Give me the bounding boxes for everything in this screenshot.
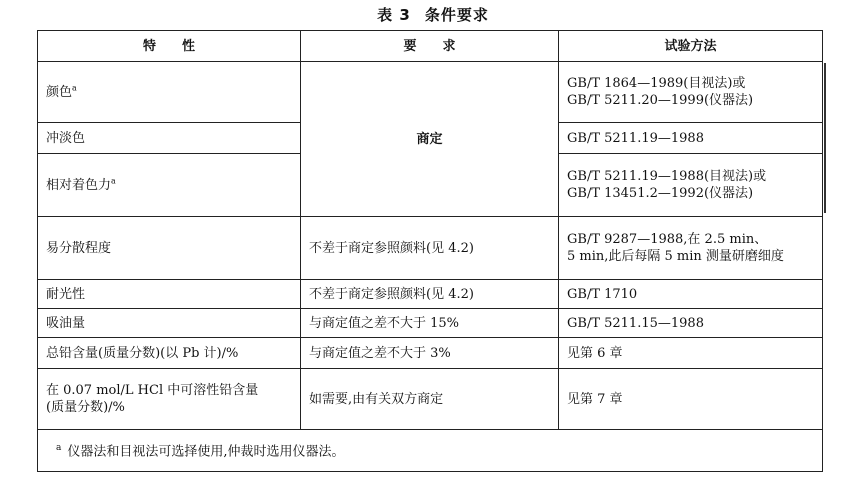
table-row [38, 62, 823, 123]
method-line: GB/T 5211.20—1999(仪器法) [567, 93, 754, 108]
method-cell [559, 154, 823, 217]
characteristic-text: 颜色 [46, 84, 73, 100]
requirement-cell: 如需要,由有关双方商定 [301, 369, 559, 430]
method-cell [559, 62, 823, 123]
header-row [38, 31, 823, 62]
characteristic-cell: 耐光性 [38, 280, 301, 309]
method-line: GB/T 5211.15—1988 [567, 315, 704, 331]
method-line: 见第 7 章 [567, 391, 623, 407]
method-line: GB/T 5211.19—1988 [567, 130, 704, 146]
method-cell [559, 338, 823, 369]
method-cell [559, 309, 823, 338]
characteristic-cell: 冲淡色 [38, 123, 301, 154]
footnote-ref: a [111, 176, 116, 186]
header-characteristic: 特 性 [38, 31, 301, 62]
characteristic-cell: 总铅含量(质量分数)(以 Pb 计)/% [38, 338, 301, 369]
characteristic-line: 在 0.07 mol/L HCl 中可溶性铅含量 [46, 383, 259, 398]
table-row [38, 217, 823, 280]
footnote-cell [38, 430, 823, 472]
footnote-mark: a [56, 443, 62, 454]
characteristic-cell: 易分散程度 [38, 217, 301, 280]
method-line: GB/T 9287—1988,在 2.5 min、 [567, 232, 768, 247]
characteristic-cell: 吸油量 [38, 309, 301, 338]
method-cell [559, 280, 823, 309]
method-cell [559, 123, 823, 154]
method-line: 见第 6 章 [567, 345, 623, 361]
characteristic-text: 相对着色力 [46, 177, 112, 193]
merged-requirement-cell: 商定 [301, 62, 559, 217]
method-line: GB/T 13451.2—1992(仪器法) [567, 186, 754, 201]
table-row [38, 338, 823, 369]
method-cell [559, 217, 823, 280]
condition-requirements-table [37, 30, 823, 472]
requirement-cell: 不差于商定参照颜料(见 4.2) [301, 280, 559, 309]
header-method: 试验方法 [559, 31, 823, 62]
characteristic-cell [38, 369, 301, 430]
requirement-cell: 与商定值之差不大于 15% [301, 309, 559, 338]
method-line: GB/T 5211.19—1988(目视法)或 [567, 169, 767, 184]
method-cell [559, 369, 823, 430]
footnote-row [38, 430, 823, 472]
characteristic-cell [38, 154, 301, 217]
requirement-cell: 不差于商定参照颜料(见 4.2) [301, 217, 559, 280]
requirement-cell: 与商定值之差不大于 3% [301, 338, 559, 369]
table-row [38, 309, 823, 338]
method-line: GB/T 1710 [567, 286, 638, 302]
scan-edge-line [824, 63, 826, 213]
table-caption-number: 表 3 [377, 6, 411, 24]
characteristic-line: (质量分数)/% [46, 400, 125, 415]
table-caption [0, 4, 866, 26]
table-row [38, 280, 823, 309]
method-line: 5 min,此后每隔 5 min 测量研磨细度 [567, 249, 784, 264]
table-caption-title: 条件要求 [424, 6, 489, 24]
footnote-ref: a [72, 83, 77, 93]
method-line: GB/T 1864—1989(目视法)或 [567, 76, 746, 91]
characteristic-cell [38, 62, 301, 123]
table-row [38, 369, 823, 430]
header-requirement: 要 求 [301, 31, 559, 62]
footnote-text: 仪器法和目视法可选择使用,仲裁时选用仪器法。 [67, 444, 345, 460]
